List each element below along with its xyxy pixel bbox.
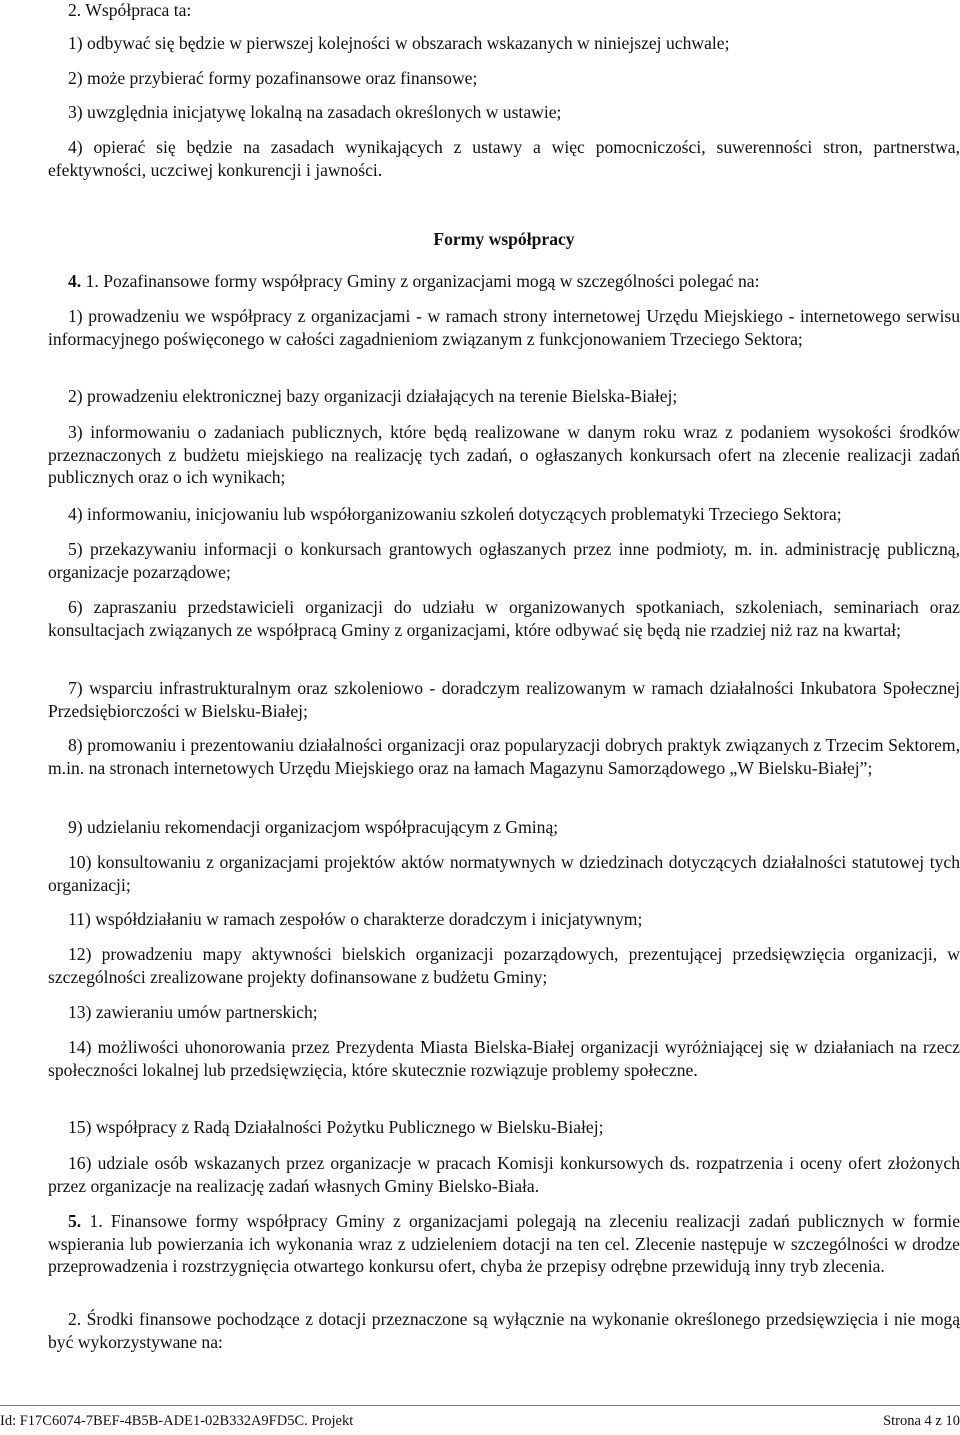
list-item: 1) odbywać się będzie w pierwszej kolejności w obszarach wskazanych w niniejszej uchwale; bbox=[68, 33, 730, 53]
list-item: 9) udzielaniu rekomendacji organizacjom współpracującym z Gminą; bbox=[68, 817, 559, 837]
paragraph-4 bbox=[48, 270, 960, 293]
paragraph-5-text bbox=[48, 1210, 960, 1278]
list-item: 4) informowaniu, inicjowaniu lub współorganizowaniu szkoleń dotyczących problematyki Trzeciego Sektora; bbox=[68, 504, 842, 524]
paragraph-5 bbox=[48, 1210, 960, 1352]
paragraph-5-point-1: 1. Finansowe formy współpracy Gminy z organizacjami polegają na zleceniu realizacji zadań publicznych w formie wspierania lub powierzania ich wykonania wraz z udzieleniem dotacji na ten cel. Zlecenie następuje w szczególności w drodze przeprowadzenia i rozstrzygnięcia otwartego konkursu ofert, chyba że przepisy odrębne przewidują inny tryb zlecenia. bbox=[48, 1211, 960, 1277]
list-item: 11) współdziałaniu w ramach zespołów o charakterze doradczym i inicjatywnym; bbox=[68, 909, 643, 929]
paragraph-intro-text: 1. Pozafinansowe formy współpracy Gminy z organizacjami mogą w szczególności polegać na: bbox=[85, 271, 760, 291]
paragraph-number: 4. bbox=[68, 271, 82, 291]
list-item: 6) zapraszaniu przedstawicieli organizacji do udziału w organizowanych spotkaniach, szkoleniach, seminariach oraz konsultacjach związanych ze współpracą Gminy z organizacjami, które odbywać się będą nie rzadziej niż raz na kwartał; bbox=[48, 597, 960, 640]
list-item: 3) informowaniu o zadaniach publicznych, które będą realizowane w danym roku wraz z podaniem wysokości środków przeznaczonych z budżetu miejskiego na realizację tych zadań, o ogłaszanych konkursach ofert na zlecenie realizacji zadań publicznych oraz o ich wynikach; bbox=[48, 422, 960, 488]
document-id: Id: F17C6074-7BEF-4B5B-ADE1-02B332A9FD5C. Projekt bbox=[0, 1413, 354, 1429]
page-number: Strona 4 z 10 bbox=[883, 1413, 960, 1429]
list-item: 2) może przybierać formy pozafinansowe oraz finansowe; bbox=[68, 68, 478, 88]
list-item: 8) promowaniu i prezentowaniu działalności organizacji oraz popularyzacji dobrych praktyk związanych z Trzecim Sektorem, m.in. na stronach internetowych Urzędu Miejskiego oraz na łamach Magazynu Samorządowego „W Bielsku-Białej”; bbox=[48, 735, 960, 778]
paragraph-number: 5. bbox=[68, 1211, 82, 1231]
list-item: 1) prowadzeniu we współpracy z organizacjami - w ramach strony internetowej Urzędu Miejskiego - internetowego serwisu informacyjnego poświęconego w całości zagadnieniom związanym z funkcjonowaniem Trzeciego Sektora; bbox=[48, 306, 960, 349]
list-item: 15) współpracy z Radą Działalności Pożytku Publicznego w Bielsku-Białej; bbox=[68, 1117, 604, 1137]
forms-title: Formy współpracy bbox=[433, 229, 575, 249]
list-item: 13) zawieraniu umów partnerskich; bbox=[68, 1002, 318, 1022]
list-item: 10) konsultowaniu z organizacjami projektów aktów normatywnych w dziedzinach dotyczących działalności statutowej tych organizacji; bbox=[48, 852, 960, 895]
paragraph-5-point-2: 2. Środki finansowe pochodzące z dotacji przeznaczone są wyłącznie na wykonanie określonego przedsięwzięcia i nie mogą być wykorzystywane na: bbox=[48, 1309, 960, 1352]
section-2-heading: 2. Współpraca ta: bbox=[68, 0, 192, 20]
paragraph-4-intro bbox=[48, 270, 960, 293]
list-item: 2) prowadzeniu elektronicznej bazy organizacji działających na terenie Bielska-Białej; bbox=[68, 386, 678, 406]
list-item: 5) przekazywaniu informacji o konkursach grantowych ogłaszanych przez inne podmioty, m. in. administrację publiczną, organizacje pozarządowe; bbox=[48, 539, 960, 582]
list-item: 3) uwzględnia inicjatywę lokalną na zasadach określonych w ustawie; bbox=[68, 102, 562, 122]
footer-divider bbox=[0, 1405, 960, 1406]
list-item: 12) prowadzeniu mapy aktywności bielskich organizacji pozarządowych, prezentującej przedsięwzięcia organizacji, w szczególności zrealizowane projekty dofinansowane z budżetu Gminy; bbox=[48, 944, 960, 987]
list-item: 4) opierać się będzie na zasadach wynikających z ustawy a więc pomocniczości, suwerenności stron, partnerstwa, efektywności, uczciwej konkurencji i jawności. bbox=[48, 137, 960, 180]
list-item: 14) możliwości uhonorowania przez Prezydenta Miasta Bielska-Białej organizacji wyróżniającej się w działaniach na rzecz społeczności lokalnej lub przedsięwzięcia, które skutecznie rozwiązuje problemy społeczne. bbox=[48, 1037, 960, 1080]
list-item: 16) udziale osób wskazanych przez organizacje w pracach Komisji konkursowych ds. rozpatrzenia i oceny ofert złożonych przez organizacje na realizację zadań własnych Gminy Bielsko-Biała. bbox=[48, 1153, 960, 1196]
list-item: 7) wsparciu infrastrukturalnym oraz szkoleniowo - doradczym realizowanym w ramach działalności Inkubatora Społecznej Przedsiębiorczości w Bielsku-Białej; bbox=[48, 678, 960, 721]
